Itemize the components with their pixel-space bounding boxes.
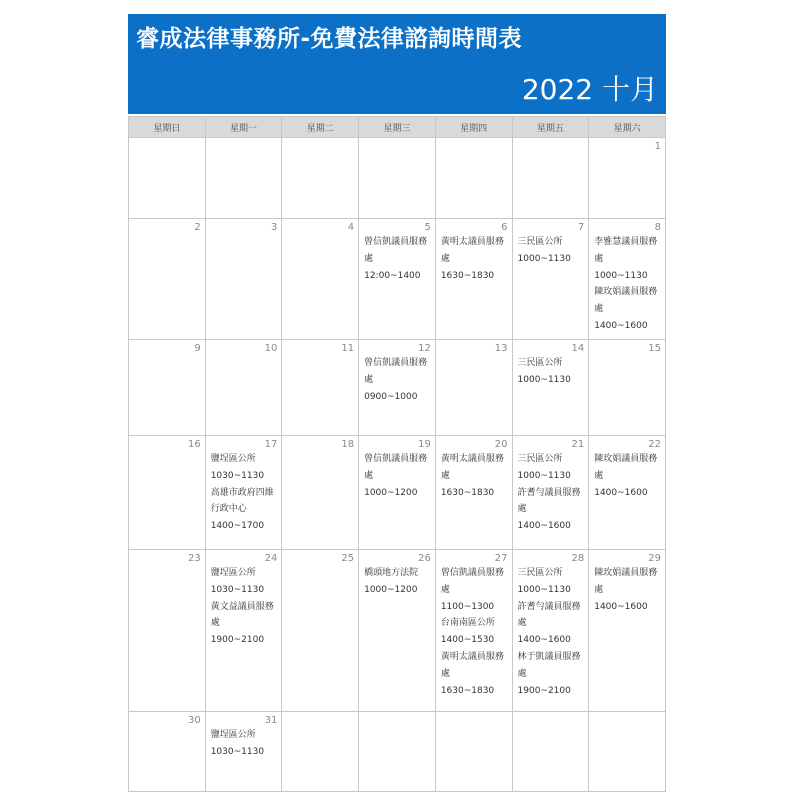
event-line: 處 [517, 618, 527, 629]
day-number: 21 [571, 439, 585, 450]
day-number: 11 [341, 343, 355, 354]
event-line: 處 [517, 668, 527, 679]
event-line: 1000~1200 [364, 487, 418, 498]
event-line: 12:00~1400 [364, 270, 421, 281]
event-line: 處 [440, 584, 450, 595]
day-cell[interactable] [205, 219, 282, 340]
event-line: 1400~1600 [517, 635, 571, 646]
event-line: 處 [440, 668, 450, 679]
day-cell[interactable] [589, 436, 666, 550]
event-line: 1000~1130 [517, 253, 571, 264]
day-cell[interactable] [205, 340, 282, 436]
week-row [129, 436, 666, 550]
day-number: 22 [648, 439, 661, 450]
day-cell[interactable] [205, 550, 282, 712]
event-line: 曾信凱議員服務 [364, 358, 428, 368]
weekday-saturday: 星期六 [589, 117, 666, 138]
day-cell[interactable] [129, 712, 206, 792]
event-line: 1000~1130 [594, 270, 648, 281]
day-cell[interactable] [282, 712, 359, 792]
event-line: 許耆勻議員服務 [517, 487, 581, 498]
day-number: 6 [501, 222, 508, 233]
day-number: 28 [571, 553, 585, 564]
event-line: 1000~1130 [517, 470, 571, 481]
day-cell[interactable] [205, 138, 282, 219]
day-events [441, 234, 509, 284]
event-line: 處 [364, 253, 374, 264]
day-cell[interactable] [359, 436, 436, 550]
event-line: 1900~2100 [210, 635, 265, 646]
day-number: 27 [494, 553, 508, 564]
event-line: 黃明太議員服務 [440, 237, 504, 247]
day-number: 24 [264, 553, 278, 564]
day-number: 4 [347, 222, 355, 233]
day-events [364, 565, 432, 599]
day-cell[interactable] [512, 436, 589, 550]
day-number: 12 [418, 343, 431, 354]
day-events [594, 565, 662, 615]
event-line: 處 [440, 470, 450, 481]
event-line: 鹽埕區公所 [210, 568, 256, 578]
day-cell[interactable] [359, 138, 436, 219]
weekday-header-row [129, 117, 666, 138]
day-events [518, 355, 586, 389]
event-line: 黃明太議員服務 [440, 454, 504, 464]
event-line: 處 [440, 253, 450, 264]
day-number: 18 [341, 439, 355, 450]
day-cell[interactable] [435, 712, 512, 792]
weekday-monday: 星期一 [205, 117, 282, 138]
event-line: 鹽埕區公所 [210, 730, 256, 740]
calendar-sheet [128, 14, 666, 792]
event-line: 1030~1130 [210, 584, 265, 595]
day-events [364, 355, 432, 405]
day-number: 29 [648, 553, 661, 564]
day-cell[interactable] [359, 550, 436, 712]
event-line: 陳玫娟議員服務 [594, 568, 658, 578]
event-line: 處 [594, 304, 604, 315]
day-number: 5 [424, 222, 431, 233]
day-cell[interactable] [129, 436, 206, 550]
day-cell[interactable] [129, 138, 206, 219]
week-row [129, 550, 666, 712]
event-line: 1400~1600 [517, 521, 571, 532]
day-number: 16 [187, 439, 201, 450]
event-line: 曾信凱議員服務 [364, 237, 428, 247]
day-cell[interactable] [282, 550, 359, 712]
event-line: 處 [364, 470, 374, 481]
day-cell[interactable] [589, 219, 666, 340]
event-line: 台南南區公所 [440, 618, 495, 629]
day-cell[interactable] [205, 436, 282, 550]
week-row [129, 138, 666, 219]
calendar-month: 2022 十月 [521, 73, 658, 106]
day-number: 13 [494, 343, 508, 354]
event-line: 高雄市政府四維 [210, 487, 274, 498]
day-events [211, 451, 279, 535]
day-cell[interactable] [435, 550, 512, 712]
event-line: 1630~1830 [440, 487, 495, 498]
event-line: 1400~1600 [594, 487, 648, 498]
weekday-wednesday: 星期三 [359, 117, 436, 138]
event-line: 0900~1000 [364, 391, 418, 402]
event-line: 三民區公所 [517, 454, 563, 464]
calendar-header [128, 14, 666, 114]
event-line: 三民區公所 [517, 237, 563, 247]
event-line: 曾信凱議員服務 [364, 454, 428, 464]
weekday-thursday: 星期四 [435, 117, 512, 138]
event-line: 1030~1130 [210, 470, 265, 481]
day-events [441, 565, 509, 699]
day-events [364, 451, 432, 501]
day-cell[interactable] [205, 712, 282, 792]
day-cell[interactable] [129, 340, 206, 436]
event-line: 處 [210, 618, 220, 629]
event-line: 處 [594, 470, 604, 481]
day-number: 10 [264, 343, 278, 354]
day-cell[interactable] [589, 550, 666, 712]
event-line: 三民區公所 [517, 568, 563, 578]
day-number: 7 [577, 222, 585, 233]
event-line: 1000~1200 [364, 584, 418, 595]
event-line: 1630~1830 [440, 270, 495, 281]
day-number: 17 [264, 439, 278, 450]
day-number: 25 [341, 553, 355, 564]
day-events [518, 565, 586, 699]
day-number: 31 [264, 715, 278, 726]
day-events [211, 727, 279, 761]
day-cell[interactable] [435, 436, 512, 550]
event-line: 1000~1130 [517, 374, 571, 385]
day-cell[interactable] [512, 550, 589, 712]
event-line: 三民區公所 [517, 358, 563, 368]
day-events [518, 451, 586, 535]
event-line: 處 [594, 584, 604, 595]
event-line: 1400~1600 [594, 320, 648, 331]
event-line: 1400~1600 [594, 601, 648, 612]
weekday-friday: 星期五 [512, 117, 589, 138]
day-number: 30 [187, 715, 201, 726]
event-line: 1000~1130 [517, 584, 571, 595]
day-cell[interactable] [129, 550, 206, 712]
day-cell[interactable] [435, 138, 512, 219]
day-cell[interactable] [512, 219, 589, 340]
event-line: 行政中心 [210, 504, 247, 515]
event-line: 陳玫娟議員服務 [594, 287, 658, 298]
day-number: 9 [194, 343, 201, 354]
day-cell[interactable] [129, 219, 206, 340]
calendar-grid [128, 116, 666, 792]
day-cell[interactable] [589, 138, 666, 219]
day-cell[interactable] [282, 219, 359, 340]
event-line: 橋頭地方法院 [364, 568, 419, 578]
week-row [129, 340, 666, 436]
event-line: 1400~1700 [210, 521, 265, 532]
event-line: 黃文益議員服務 [210, 601, 274, 612]
day-cell[interactable] [512, 712, 589, 792]
week-row [129, 712, 666, 792]
day-number: 1 [654, 141, 661, 152]
event-line: 1900~2100 [517, 685, 571, 696]
event-line: 處 [364, 374, 374, 385]
day-events [594, 234, 662, 335]
day-cell[interactable] [282, 436, 359, 550]
day-number: 19 [418, 439, 431, 450]
event-line: 林于凱議員服務 [517, 651, 581, 662]
calendar-title: 睿成法律事務所-免費法律諮詢時間表 [136, 26, 523, 52]
day-cell[interactable] [589, 712, 666, 792]
week-row [129, 219, 666, 340]
day-number: 26 [418, 553, 431, 564]
day-cell[interactable] [512, 340, 589, 436]
weekday-tuesday: 星期二 [282, 117, 359, 138]
event-line: 處 [517, 504, 527, 515]
day-cell[interactable] [359, 219, 436, 340]
day-number: 14 [571, 343, 585, 354]
event-line: 許耆勻議員服務 [517, 601, 581, 612]
day-events [594, 451, 662, 501]
event-line: 1630~1830 [440, 685, 495, 696]
day-number: 8 [654, 222, 661, 233]
day-events [518, 234, 586, 268]
day-cell[interactable] [512, 138, 589, 219]
day-number: 20 [494, 439, 508, 450]
event-line: 1400~1530 [440, 635, 495, 646]
day-cell[interactable] [359, 712, 436, 792]
day-cell[interactable] [282, 340, 359, 436]
event-line: 鹽埕區公所 [210, 454, 256, 464]
day-events [364, 234, 432, 284]
day-events [441, 451, 509, 501]
day-cell[interactable] [359, 340, 436, 436]
event-line: 黃明太議員服務 [440, 651, 504, 662]
event-line: 1100~1300 [440, 601, 495, 612]
event-line: 1030~1130 [210, 746, 265, 757]
event-line: 曾信凱議員服務 [440, 568, 504, 578]
event-line: 李雅慧議員服務 [594, 237, 658, 247]
event-line: 處 [594, 253, 604, 264]
day-events [211, 565, 279, 649]
weekday-sunday: 星期日 [129, 117, 206, 138]
day-number: 2 [194, 222, 201, 233]
day-number: 15 [648, 343, 661, 354]
day-cell[interactable] [435, 340, 512, 436]
day-cell[interactable] [282, 138, 359, 219]
day-cell[interactable] [589, 340, 666, 436]
day-number: 23 [187, 553, 201, 564]
day-cell[interactable] [435, 219, 512, 340]
event-line: 陳玫娟議員服務 [594, 454, 658, 464]
day-number: 3 [271, 222, 278, 233]
